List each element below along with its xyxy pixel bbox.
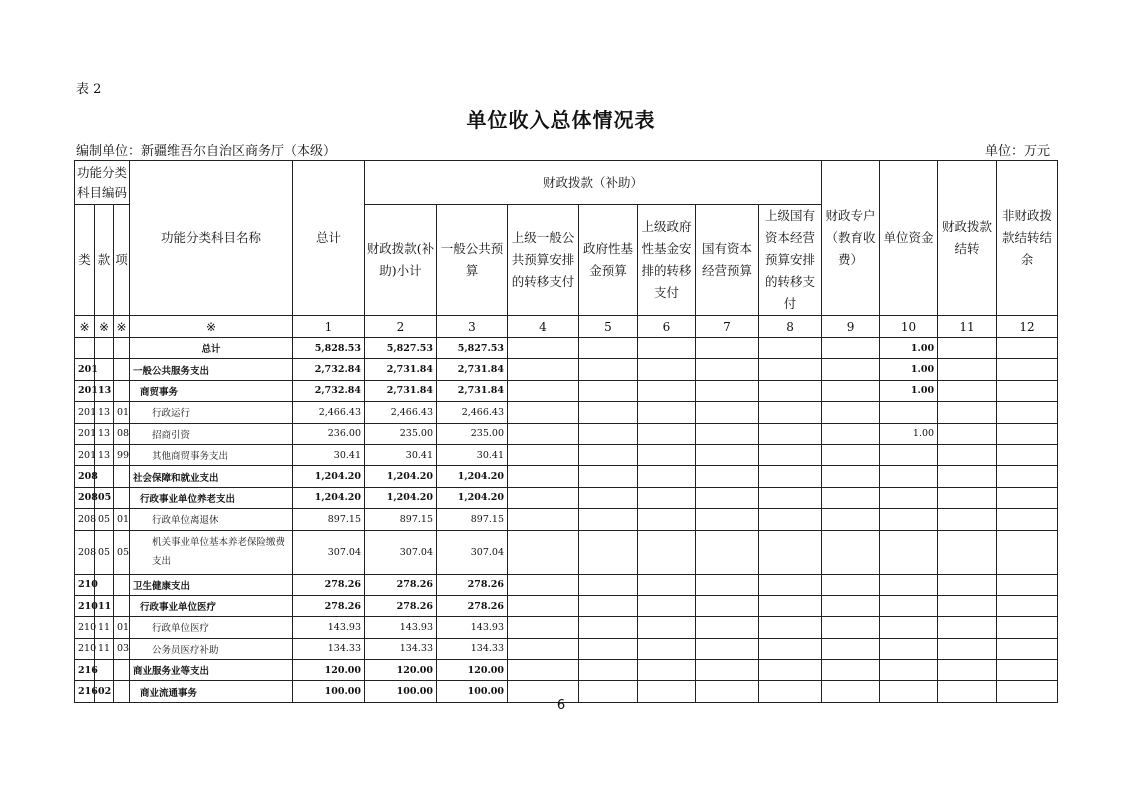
table-row	[75, 509, 1058, 530]
cell-kuan: 13	[95, 402, 114, 423]
cell-general-budget: 30.41	[437, 444, 508, 465]
cell-nonfiscal-carryover	[997, 509, 1058, 530]
cell-c3	[508, 660, 579, 681]
cell-xiang	[114, 359, 130, 380]
cell-subject-name: 公务员医疗补助	[130, 638, 293, 659]
cell-total: 278.26	[293, 574, 365, 595]
cell-general-budget: 2,466.43	[437, 402, 508, 423]
cell-xiang	[114, 574, 130, 595]
cell-general-budget: 278.26	[437, 595, 508, 616]
cell-kuan: 13	[95, 380, 114, 401]
index-cell: 7	[696, 316, 759, 338]
cell-c8	[822, 466, 880, 487]
cell-c6	[696, 638, 759, 659]
cell-c7	[759, 338, 822, 359]
cell-c5	[638, 380, 696, 401]
cell-lei: 216	[75, 681, 95, 702]
cell-general-budget: 307.04	[437, 530, 508, 574]
cell-fiscal-subtotal: 134.33	[365, 638, 437, 659]
cell-unit-funds: 1.00	[880, 359, 938, 380]
index-cell: 12	[997, 316, 1058, 338]
cell-c6	[696, 509, 759, 530]
cell-c3	[508, 338, 579, 359]
cell-nonfiscal-carryover	[997, 617, 1058, 638]
cell-total: 100.00	[293, 681, 365, 702]
table-row	[75, 530, 1058, 574]
cell-fiscal-carryover	[938, 530, 997, 574]
cell-xiang: 99	[114, 444, 130, 465]
cell-c5	[638, 444, 696, 465]
cell-c5	[638, 359, 696, 380]
index-cell: 5	[579, 316, 638, 338]
cell-c4	[579, 466, 638, 487]
cell-c7	[759, 359, 822, 380]
cell-c6	[696, 660, 759, 681]
table-row	[75, 402, 1058, 423]
cell-xiang	[114, 380, 130, 401]
index-cell: 2	[365, 316, 437, 338]
cell-xiang	[114, 338, 130, 359]
cell-fiscal-subtotal: 2,731.84	[365, 359, 437, 380]
cell-c7	[759, 487, 822, 508]
cell-c7	[759, 638, 822, 659]
index-cell: 3	[437, 316, 508, 338]
cell-c5	[638, 423, 696, 444]
cell-c3	[508, 402, 579, 423]
cell-fiscal-carryover	[938, 487, 997, 508]
cell-nonfiscal-carryover	[997, 574, 1058, 595]
cell-lei: 216	[75, 660, 95, 681]
cell-c4	[579, 380, 638, 401]
cell-unit-funds	[880, 402, 938, 423]
cell-c3	[508, 595, 579, 616]
cell-c8	[822, 660, 880, 681]
index-cell: 8	[759, 316, 822, 338]
cell-c8	[822, 509, 880, 530]
table-row	[75, 466, 1058, 487]
table-row	[75, 617, 1058, 638]
cell-c3	[508, 530, 579, 574]
cell-c5	[638, 595, 696, 616]
cell-c3	[508, 423, 579, 444]
header-fiscal-group: 财政拨款（补助）	[365, 161, 822, 205]
index-cell: 6	[638, 316, 696, 338]
table-row	[75, 380, 1058, 401]
cell-c4	[579, 574, 638, 595]
cell-c3	[508, 574, 579, 595]
cell-c5	[638, 660, 696, 681]
cell-lei: 201	[75, 423, 95, 444]
cell-c4	[579, 359, 638, 380]
cell-c4	[579, 617, 638, 638]
cell-lei: 201	[75, 380, 95, 401]
cell-nonfiscal-carryover	[997, 380, 1058, 401]
cell-fiscal-subtotal: 100.00	[365, 681, 437, 702]
cell-c4	[579, 638, 638, 659]
index-cell: ※	[95, 316, 114, 338]
cell-c8	[822, 487, 880, 508]
cell-c8	[822, 617, 880, 638]
cell-total: 143.93	[293, 617, 365, 638]
cell-c6	[696, 595, 759, 616]
cell-c4	[579, 487, 638, 508]
cell-fiscal-carryover	[938, 595, 997, 616]
index-cell: ※	[114, 316, 130, 338]
cell-c7	[759, 444, 822, 465]
cell-c3	[508, 359, 579, 380]
cell-c5	[638, 487, 696, 508]
cell-kuan	[95, 338, 114, 359]
cell-c8	[822, 423, 880, 444]
cell-lei: 210	[75, 574, 95, 595]
cell-c6	[696, 380, 759, 401]
cell-lei: 208	[75, 530, 95, 574]
cell-xiang: 03	[114, 638, 130, 659]
index-cell: ※	[75, 316, 95, 338]
cell-c5	[638, 574, 696, 595]
header-xiang: 项	[114, 205, 130, 316]
cell-unit-funds	[880, 487, 938, 508]
cell-fiscal-carryover	[938, 574, 997, 595]
cell-subject-name: 卫生健康支出	[130, 574, 293, 595]
cell-xiang: 08	[114, 423, 130, 444]
cell-total: 307.04	[293, 530, 365, 574]
compiling-unit: 编制单位：新疆维吾尔自治区商务厅（本级）	[76, 144, 337, 159]
cell-fiscal-carryover	[938, 509, 997, 530]
cell-kuan: 05	[95, 530, 114, 574]
cell-general-budget: 1,204.20	[437, 487, 508, 508]
header-edu-fee: 财政专户（教育收费）	[822, 161, 880, 316]
cell-c3	[508, 638, 579, 659]
cell-c7	[759, 617, 822, 638]
cell-xiang: 01	[114, 402, 130, 423]
cell-c5	[638, 617, 696, 638]
page-title: 单位收入总体情况表	[466, 108, 656, 132]
cell-c3	[508, 466, 579, 487]
header-code-group: 功能分类科目编码	[75, 161, 130, 205]
currency-unit: 单位：万元	[984, 144, 1050, 159]
cell-general-budget: 5,827.53	[437, 338, 508, 359]
cell-general-budget: 2,731.84	[437, 359, 508, 380]
cell-c6	[696, 617, 759, 638]
cell-nonfiscal-carryover	[997, 359, 1058, 380]
cell-fiscal-subtotal: 307.04	[365, 530, 437, 574]
cell-c4	[579, 595, 638, 616]
cell-c5	[638, 338, 696, 359]
cell-fiscal-carryover	[938, 444, 997, 465]
cell-subject-name: 社会保障和就业支出	[130, 466, 293, 487]
cell-subject-name: 行政单位离退休	[130, 509, 293, 530]
cell-total: 1,204.20	[293, 466, 365, 487]
cell-c4	[579, 423, 638, 444]
cell-lei: 201	[75, 402, 95, 423]
cell-subject-name: 商业服务业等支出	[130, 660, 293, 681]
cell-fiscal-carryover	[938, 466, 997, 487]
cell-fiscal-subtotal: 278.26	[365, 595, 437, 616]
cell-kuan: 05	[95, 509, 114, 530]
cell-subject-name: 其他商贸事务支出	[130, 444, 293, 465]
cell-general-budget: 120.00	[437, 660, 508, 681]
cell-general-budget: 1,204.20	[437, 466, 508, 487]
cell-fiscal-carryover	[938, 617, 997, 638]
cell-c6	[696, 359, 759, 380]
cell-total: 1,204.20	[293, 487, 365, 508]
cell-c8	[822, 380, 880, 401]
cell-c5	[638, 509, 696, 530]
header-kuan: 款	[95, 205, 114, 316]
cell-total: 2,732.84	[293, 359, 365, 380]
cell-general-budget: 897.15	[437, 509, 508, 530]
cell-total: 2,466.43	[293, 402, 365, 423]
table-body	[75, 316, 1058, 703]
cell-fiscal-subtotal: 2,466.43	[365, 402, 437, 423]
cell-kuan: 13	[95, 444, 114, 465]
cell-xiang	[114, 466, 130, 487]
header-subject-name: 功能分类科目名称	[130, 161, 293, 316]
cell-c5	[638, 530, 696, 574]
index-cell: 10	[880, 316, 938, 338]
cell-lei	[75, 338, 95, 359]
cell-general-budget: 278.26	[437, 574, 508, 595]
cell-c7	[759, 380, 822, 401]
cell-c6	[696, 574, 759, 595]
cell-c3	[508, 509, 579, 530]
column-index-row	[75, 316, 1058, 338]
cell-unit-funds	[880, 638, 938, 659]
cell-c4	[579, 509, 638, 530]
cell-xiang: 01	[114, 509, 130, 530]
cell-kuan: 11	[95, 595, 114, 616]
index-cell: 11	[938, 316, 997, 338]
table-row	[75, 359, 1058, 380]
cell-c8	[822, 595, 880, 616]
table-label: 表 2	[76, 82, 102, 97]
cell-c3	[508, 380, 579, 401]
cell-total: 134.33	[293, 638, 365, 659]
cell-fiscal-carryover	[938, 423, 997, 444]
cell-fiscal-subtotal: 120.00	[365, 660, 437, 681]
cell-fiscal-subtotal: 235.00	[365, 423, 437, 444]
cell-total: 236.00	[293, 423, 365, 444]
cell-unit-funds: 1.00	[880, 380, 938, 401]
cell-lei: 210	[75, 595, 95, 616]
table-row	[75, 338, 1058, 359]
cell-subject-name: 机关事业单位基本养老保险缴费支出	[130, 530, 293, 574]
table-row	[75, 660, 1058, 681]
cell-general-budget: 134.33	[437, 638, 508, 659]
table-row	[75, 638, 1058, 659]
cell-c4	[579, 444, 638, 465]
cell-xiang	[114, 487, 130, 508]
cell-c3	[508, 617, 579, 638]
cell-unit-funds	[880, 660, 938, 681]
cell-fiscal-subtotal: 143.93	[365, 617, 437, 638]
header-state-capital: 国有资本经营预算	[696, 205, 759, 316]
cell-nonfiscal-carryover	[997, 402, 1058, 423]
cell-lei: 201	[75, 444, 95, 465]
cell-c8	[822, 638, 880, 659]
cell-subject-name: 行政运行	[130, 402, 293, 423]
cell-total: 897.15	[293, 509, 365, 530]
index-cell: 9	[822, 316, 880, 338]
cell-total: 120.00	[293, 660, 365, 681]
cell-subject-name: 商贸事务	[130, 380, 293, 401]
cell-c7	[759, 402, 822, 423]
cell-fiscal-subtotal: 278.26	[365, 574, 437, 595]
cell-xiang: 05	[114, 530, 130, 574]
cell-unit-funds	[880, 617, 938, 638]
header-nonfiscal-carryover: 非财政拨款结转结余	[997, 161, 1058, 316]
cell-c8	[822, 530, 880, 574]
cell-lei: 201	[75, 359, 95, 380]
cell-c7	[759, 530, 822, 574]
cell-lei: 208	[75, 509, 95, 530]
cell-general-budget: 2,731.84	[437, 380, 508, 401]
cell-fiscal-carryover	[938, 338, 997, 359]
cell-general-budget: 100.00	[437, 681, 508, 702]
cell-lei: 210	[75, 638, 95, 659]
cell-c7	[759, 466, 822, 487]
cell-subject-name: 行政单位医疗	[130, 617, 293, 638]
cell-fiscal-carryover	[938, 380, 997, 401]
cell-kuan: 13	[95, 423, 114, 444]
cell-general-budget: 235.00	[437, 423, 508, 444]
cell-total: 5,828.53	[293, 338, 365, 359]
cell-c6	[696, 466, 759, 487]
cell-nonfiscal-carryover	[997, 530, 1058, 574]
table-row	[75, 487, 1058, 508]
cell-c6	[696, 444, 759, 465]
table-row	[75, 595, 1058, 616]
cell-unit-funds	[880, 574, 938, 595]
cell-subject-name: 招商引资	[130, 423, 293, 444]
cell-c6	[696, 487, 759, 508]
header-fiscal-carryover: 财政拨款结转	[938, 161, 997, 316]
cell-c6	[696, 530, 759, 574]
cell-unit-funds	[880, 530, 938, 574]
cell-fiscal-subtotal: 1,204.20	[365, 487, 437, 508]
header-fiscal-subtotal: 财政拨款(补助)小计	[365, 205, 437, 316]
cell-lei: 208	[75, 487, 95, 508]
cell-c6	[696, 338, 759, 359]
cell-c6	[696, 423, 759, 444]
cell-unit-funds	[880, 444, 938, 465]
cell-c8	[822, 338, 880, 359]
index-cell: ※	[130, 316, 293, 338]
cell-nonfiscal-carryover	[997, 423, 1058, 444]
cell-lei: 210	[75, 617, 95, 638]
cell-fiscal-subtotal: 5,827.53	[365, 338, 437, 359]
cell-total: 278.26	[293, 595, 365, 616]
cell-c4	[579, 338, 638, 359]
cell-fiscal-carryover	[938, 402, 997, 423]
cell-nonfiscal-carryover	[997, 444, 1058, 465]
cell-subject-name: 总计	[130, 338, 293, 359]
header-upper-general-transfer: 上级一般公共预算安排的转移支付	[508, 205, 579, 316]
cell-xiang	[114, 595, 130, 616]
cell-c4	[579, 530, 638, 574]
cell-c4	[579, 402, 638, 423]
cell-fiscal-subtotal: 1,204.20	[365, 466, 437, 487]
cell-c7	[759, 423, 822, 444]
cell-subject-name: 行政事业单位养老支出	[130, 487, 293, 508]
cell-c7	[759, 595, 822, 616]
cell-total: 2,732.84	[293, 380, 365, 401]
cell-unit-funds: 1.00	[880, 423, 938, 444]
header-upper-capital-transfer: 上级国有资本经营预算安排的转移支付	[759, 205, 822, 316]
cell-kuan: 11	[95, 617, 114, 638]
cell-fiscal-carryover	[938, 638, 997, 659]
table-row	[75, 423, 1058, 444]
cell-subject-name: 商业流通事务	[130, 681, 293, 702]
cell-fiscal-subtotal: 30.41	[365, 444, 437, 465]
header-general-budget: 一般公共预算	[437, 205, 508, 316]
cell-fiscal-subtotal: 897.15	[365, 509, 437, 530]
cell-nonfiscal-carryover	[997, 487, 1058, 508]
cell-c8	[822, 444, 880, 465]
cell-c4	[579, 660, 638, 681]
cell-c5	[638, 402, 696, 423]
cell-c7	[759, 509, 822, 530]
cell-lei: 208	[75, 466, 95, 487]
cell-c7	[759, 574, 822, 595]
cell-c3	[508, 444, 579, 465]
index-cell: 4	[508, 316, 579, 338]
cell-unit-funds	[880, 509, 938, 530]
cell-subject-name: 行政事业单位医疗	[130, 595, 293, 616]
table-row	[75, 444, 1058, 465]
header-unit-funds: 单位资金	[880, 161, 938, 316]
income-summary-table	[74, 160, 1058, 703]
cell-c3	[508, 487, 579, 508]
cell-general-budget: 143.93	[437, 617, 508, 638]
cell-c8	[822, 359, 880, 380]
cell-c6	[696, 402, 759, 423]
cell-nonfiscal-carryover	[997, 466, 1058, 487]
cell-c8	[822, 574, 880, 595]
cell-nonfiscal-carryover	[997, 595, 1058, 616]
header-lei: 类	[75, 205, 95, 316]
header-upper-fund-transfer: 上级政府性基金安排的转移支付	[638, 205, 696, 316]
cell-nonfiscal-carryover	[997, 660, 1058, 681]
cell-unit-funds: 1.00	[880, 338, 938, 359]
cell-unit-funds	[880, 466, 938, 487]
cell-fiscal-carryover	[938, 359, 997, 380]
header-gov-fund: 政府性基金预算	[579, 205, 638, 316]
table-row	[75, 574, 1058, 595]
cell-kuan: 11	[95, 638, 114, 659]
index-cell: 1	[293, 316, 365, 338]
cell-nonfiscal-carryover	[997, 338, 1058, 359]
cell-subject-name: 一般公共服务支出	[130, 359, 293, 380]
cell-nonfiscal-carryover	[997, 638, 1058, 659]
cell-kuan: 05	[95, 487, 114, 508]
cell-c7	[759, 660, 822, 681]
cell-c8	[822, 402, 880, 423]
page-number: 6	[556, 698, 566, 713]
cell-xiang: 01	[114, 617, 130, 638]
cell-fiscal-subtotal: 2,731.84	[365, 380, 437, 401]
cell-unit-funds	[880, 595, 938, 616]
cell-fiscal-carryover	[938, 660, 997, 681]
cell-kuan: 02	[95, 681, 114, 702]
cell-c5	[638, 466, 696, 487]
cell-c5	[638, 638, 696, 659]
cell-xiang	[114, 660, 130, 681]
header-total: 总计	[293, 161, 365, 316]
cell-total: 30.41	[293, 444, 365, 465]
